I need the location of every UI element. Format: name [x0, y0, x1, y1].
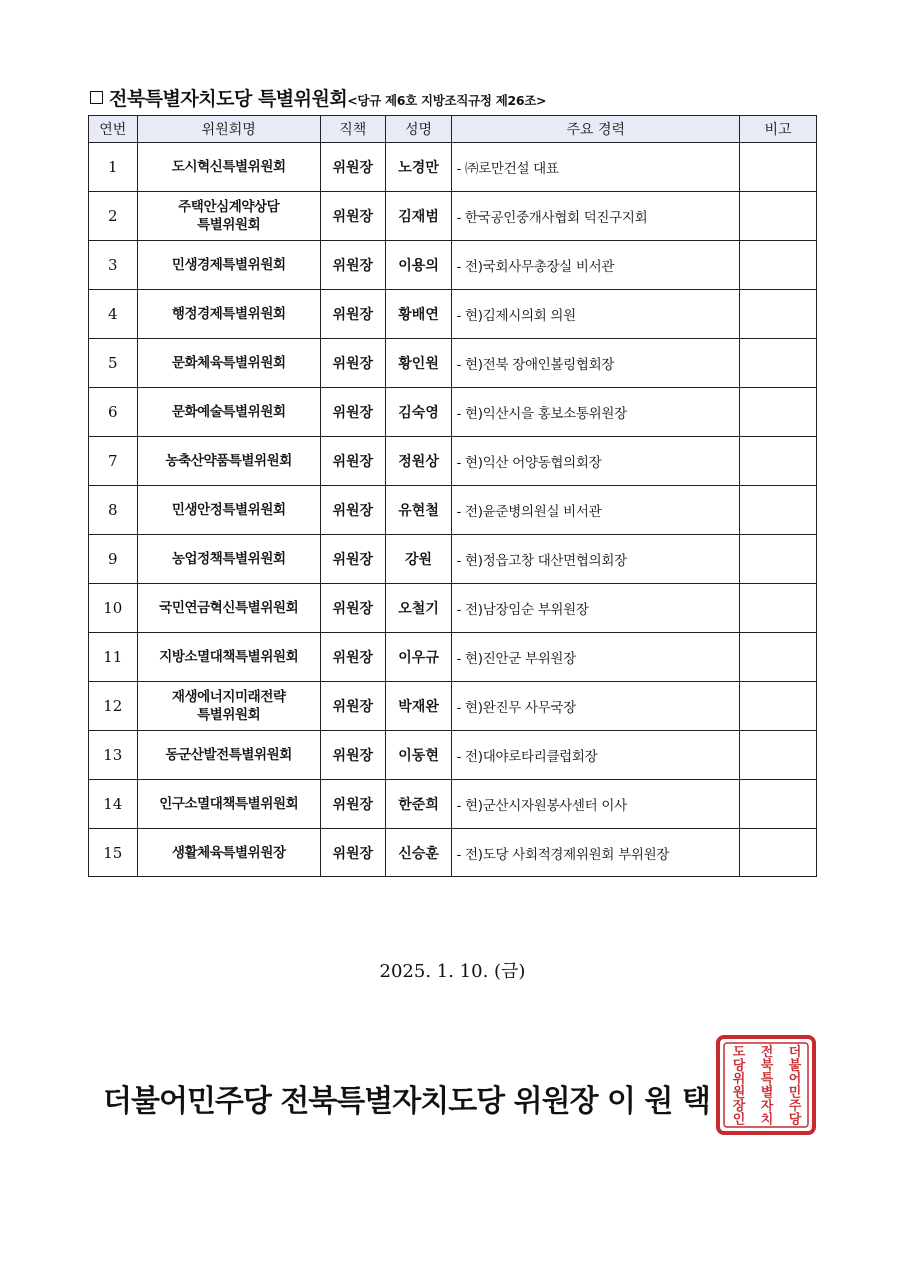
row-number: 15 [89, 829, 138, 877]
note [740, 633, 817, 682]
seal-glyph: 자 [760, 1099, 774, 1114]
career: - 전)남장임순 부위원장 [452, 584, 740, 633]
committee-name: 도시혁신특별위원회 [137, 143, 320, 192]
member-name: 김숙영 [385, 388, 452, 437]
note [740, 241, 817, 290]
seal-glyph: 북 [760, 1058, 774, 1074]
row-number: 14 [89, 780, 138, 829]
career: - 전)윤준병의원실 비서관 [452, 486, 740, 535]
committee-name: 문화예술특별위원회 [137, 388, 320, 437]
position: 위원장 [320, 584, 385, 633]
career: - 현)군산시자원봉사센터 이사 [452, 780, 740, 829]
row-number: 6 [89, 388, 138, 437]
row-number: 4 [89, 290, 138, 339]
seal-glyph: 당 [732, 1058, 746, 1074]
table-row [89, 241, 817, 290]
position: 위원장 [320, 339, 385, 388]
career: - 전)도당 사회적경제위원회 부위원장 [452, 829, 740, 877]
row-number: 5 [89, 339, 138, 388]
table-row [89, 388, 817, 437]
position: 위원장 [320, 633, 385, 682]
note [740, 339, 817, 388]
committee-name: 행정경제특별위원회 [137, 290, 320, 339]
header-name: 성명 [385, 116, 452, 143]
official-seal [715, 1034, 817, 1136]
table-row [89, 780, 817, 829]
career: - 현)진안군 부위원장 [452, 633, 740, 682]
table-row [89, 192, 817, 241]
seal-glyph: 인 [732, 1112, 746, 1128]
note [740, 143, 817, 192]
note [740, 584, 817, 633]
table-row [89, 584, 817, 633]
position: 위원장 [320, 143, 385, 192]
seal-glyph: 장 [732, 1099, 746, 1114]
section-title: 전북특별자치도당 특별위원회 [109, 88, 348, 110]
career: - 전)국회사무총장실 비서관 [452, 241, 740, 290]
note [740, 290, 817, 339]
row-number: 7 [89, 437, 138, 486]
row-number: 8 [89, 486, 138, 535]
note [740, 192, 817, 241]
row-number: 9 [89, 535, 138, 584]
member-name: 박재완 [385, 682, 452, 731]
career: - 전)대야로타리클럽회장 [452, 731, 740, 780]
seal-glyph: 민 [788, 1085, 802, 1101]
committee-name: 주택안심계약상담 특별위원회 [137, 192, 320, 241]
position: 위원장 [320, 486, 385, 535]
member-name: 강원 [385, 535, 452, 584]
table-row [89, 290, 817, 339]
signature-line: 더불어민주당 전북특별자치도당 위원장 이 원 택 [103, 1084, 710, 1119]
committee-table [88, 115, 817, 877]
note [740, 682, 817, 731]
seal-glyph: 당 [788, 1112, 802, 1128]
seal-glyph: 치 [760, 1112, 774, 1128]
career: - 현)정읍고창 대산면협의회장 [452, 535, 740, 584]
seal-glyph: 더 [788, 1045, 802, 1060]
row-number: 2 [89, 192, 138, 241]
seal-glyph: 위 [732, 1072, 746, 1087]
member-name: 김재범 [385, 192, 452, 241]
section-heading [90, 84, 546, 111]
committee-name: 민생경제특별위원회 [137, 241, 320, 290]
career: - ㈜로만건설 대표 [452, 143, 740, 192]
note [740, 486, 817, 535]
committee-name: 인구소멸대책특별위원회 [137, 780, 320, 829]
row-number: 13 [89, 731, 138, 780]
committee-name: 농축산약품특별위원회 [137, 437, 320, 486]
seal-glyph: 원 [732, 1085, 746, 1101]
position: 위원장 [320, 535, 385, 584]
seal-glyph: 불 [788, 1058, 802, 1074]
header-career: 주요 경력 [452, 116, 740, 143]
note [740, 535, 817, 584]
committee-name: 민생안정특별위원회 [137, 486, 320, 535]
header-num: 연번 [89, 116, 138, 143]
position: 위원장 [320, 731, 385, 780]
career: - 한국공인중개사협회 덕진구지회 [452, 192, 740, 241]
committee-name: 농업정책특별위원회 [137, 535, 320, 584]
note [740, 437, 817, 486]
row-number: 10 [89, 584, 138, 633]
member-name: 황인원 [385, 339, 452, 388]
seal-glyph: 특 [760, 1072, 774, 1087]
member-name: 노경만 [385, 143, 452, 192]
table-row [89, 731, 817, 780]
table-row [89, 535, 817, 584]
member-name: 유현철 [385, 486, 452, 535]
row-number: 1 [89, 143, 138, 192]
position: 위원장 [320, 388, 385, 437]
member-name: 이동현 [385, 731, 452, 780]
row-number: 12 [89, 682, 138, 731]
header-note: 비고 [740, 116, 817, 143]
position: 위원장 [320, 241, 385, 290]
row-number: 11 [89, 633, 138, 682]
header-position: 직책 [320, 116, 385, 143]
career: - 현)완진무 사무국장 [452, 682, 740, 731]
checkbox-bullet-icon [90, 91, 103, 104]
note [740, 829, 817, 877]
career: - 현)전북 장애인볼링협회장 [452, 339, 740, 388]
table-header-row [89, 116, 817, 143]
career: - 현)김제시의회 의원 [452, 290, 740, 339]
position: 위원장 [320, 192, 385, 241]
member-name: 오철기 [385, 584, 452, 633]
note [740, 780, 817, 829]
table-row [89, 486, 817, 535]
position: 위원장 [320, 437, 385, 486]
note [740, 388, 817, 437]
member-name: 황배연 [385, 290, 452, 339]
position: 위원장 [320, 290, 385, 339]
career: - 현)익산시을 홍보소통위원장 [452, 388, 740, 437]
table-row [89, 829, 817, 877]
seal-glyph: 전 [760, 1045, 774, 1060]
table-row [89, 437, 817, 486]
member-name: 정원상 [385, 437, 452, 486]
member-name: 한준희 [385, 780, 452, 829]
seal-glyph: 어 [788, 1072, 802, 1087]
committee-name: 국민연금혁신특별위원회 [137, 584, 320, 633]
position: 위원장 [320, 829, 385, 877]
note [740, 731, 817, 780]
committee-name: 생활체육특별위원장 [137, 829, 320, 877]
member-name: 신승훈 [385, 829, 452, 877]
position: 위원장 [320, 780, 385, 829]
committee-name: 재생에너지미래전략 특별위원회 [137, 682, 320, 731]
table-row [89, 633, 817, 682]
row-number: 3 [89, 241, 138, 290]
header-committee: 위원회명 [137, 116, 320, 143]
member-name: 이용의 [385, 241, 452, 290]
table-row [89, 682, 817, 731]
committee-name: 문화체육특별위원회 [137, 339, 320, 388]
regulation-reference: <당규 제6호 지방조직규정 제26조> [347, 93, 547, 108]
table-row [89, 143, 817, 192]
document-date: 2025. 1. 10. (금) [379, 961, 526, 982]
seal-glyph: 도 [732, 1045, 746, 1060]
committee-name: 지방소멸대책특별위원회 [137, 633, 320, 682]
seal-glyph: 주 [788, 1099, 802, 1114]
seal-glyph: 별 [760, 1085, 774, 1101]
table-row [89, 339, 817, 388]
committee-name: 동군산발전특별위원회 [137, 731, 320, 780]
position: 위원장 [320, 682, 385, 731]
career: - 현)익산 어양동협의회장 [452, 437, 740, 486]
member-name: 이우규 [385, 633, 452, 682]
